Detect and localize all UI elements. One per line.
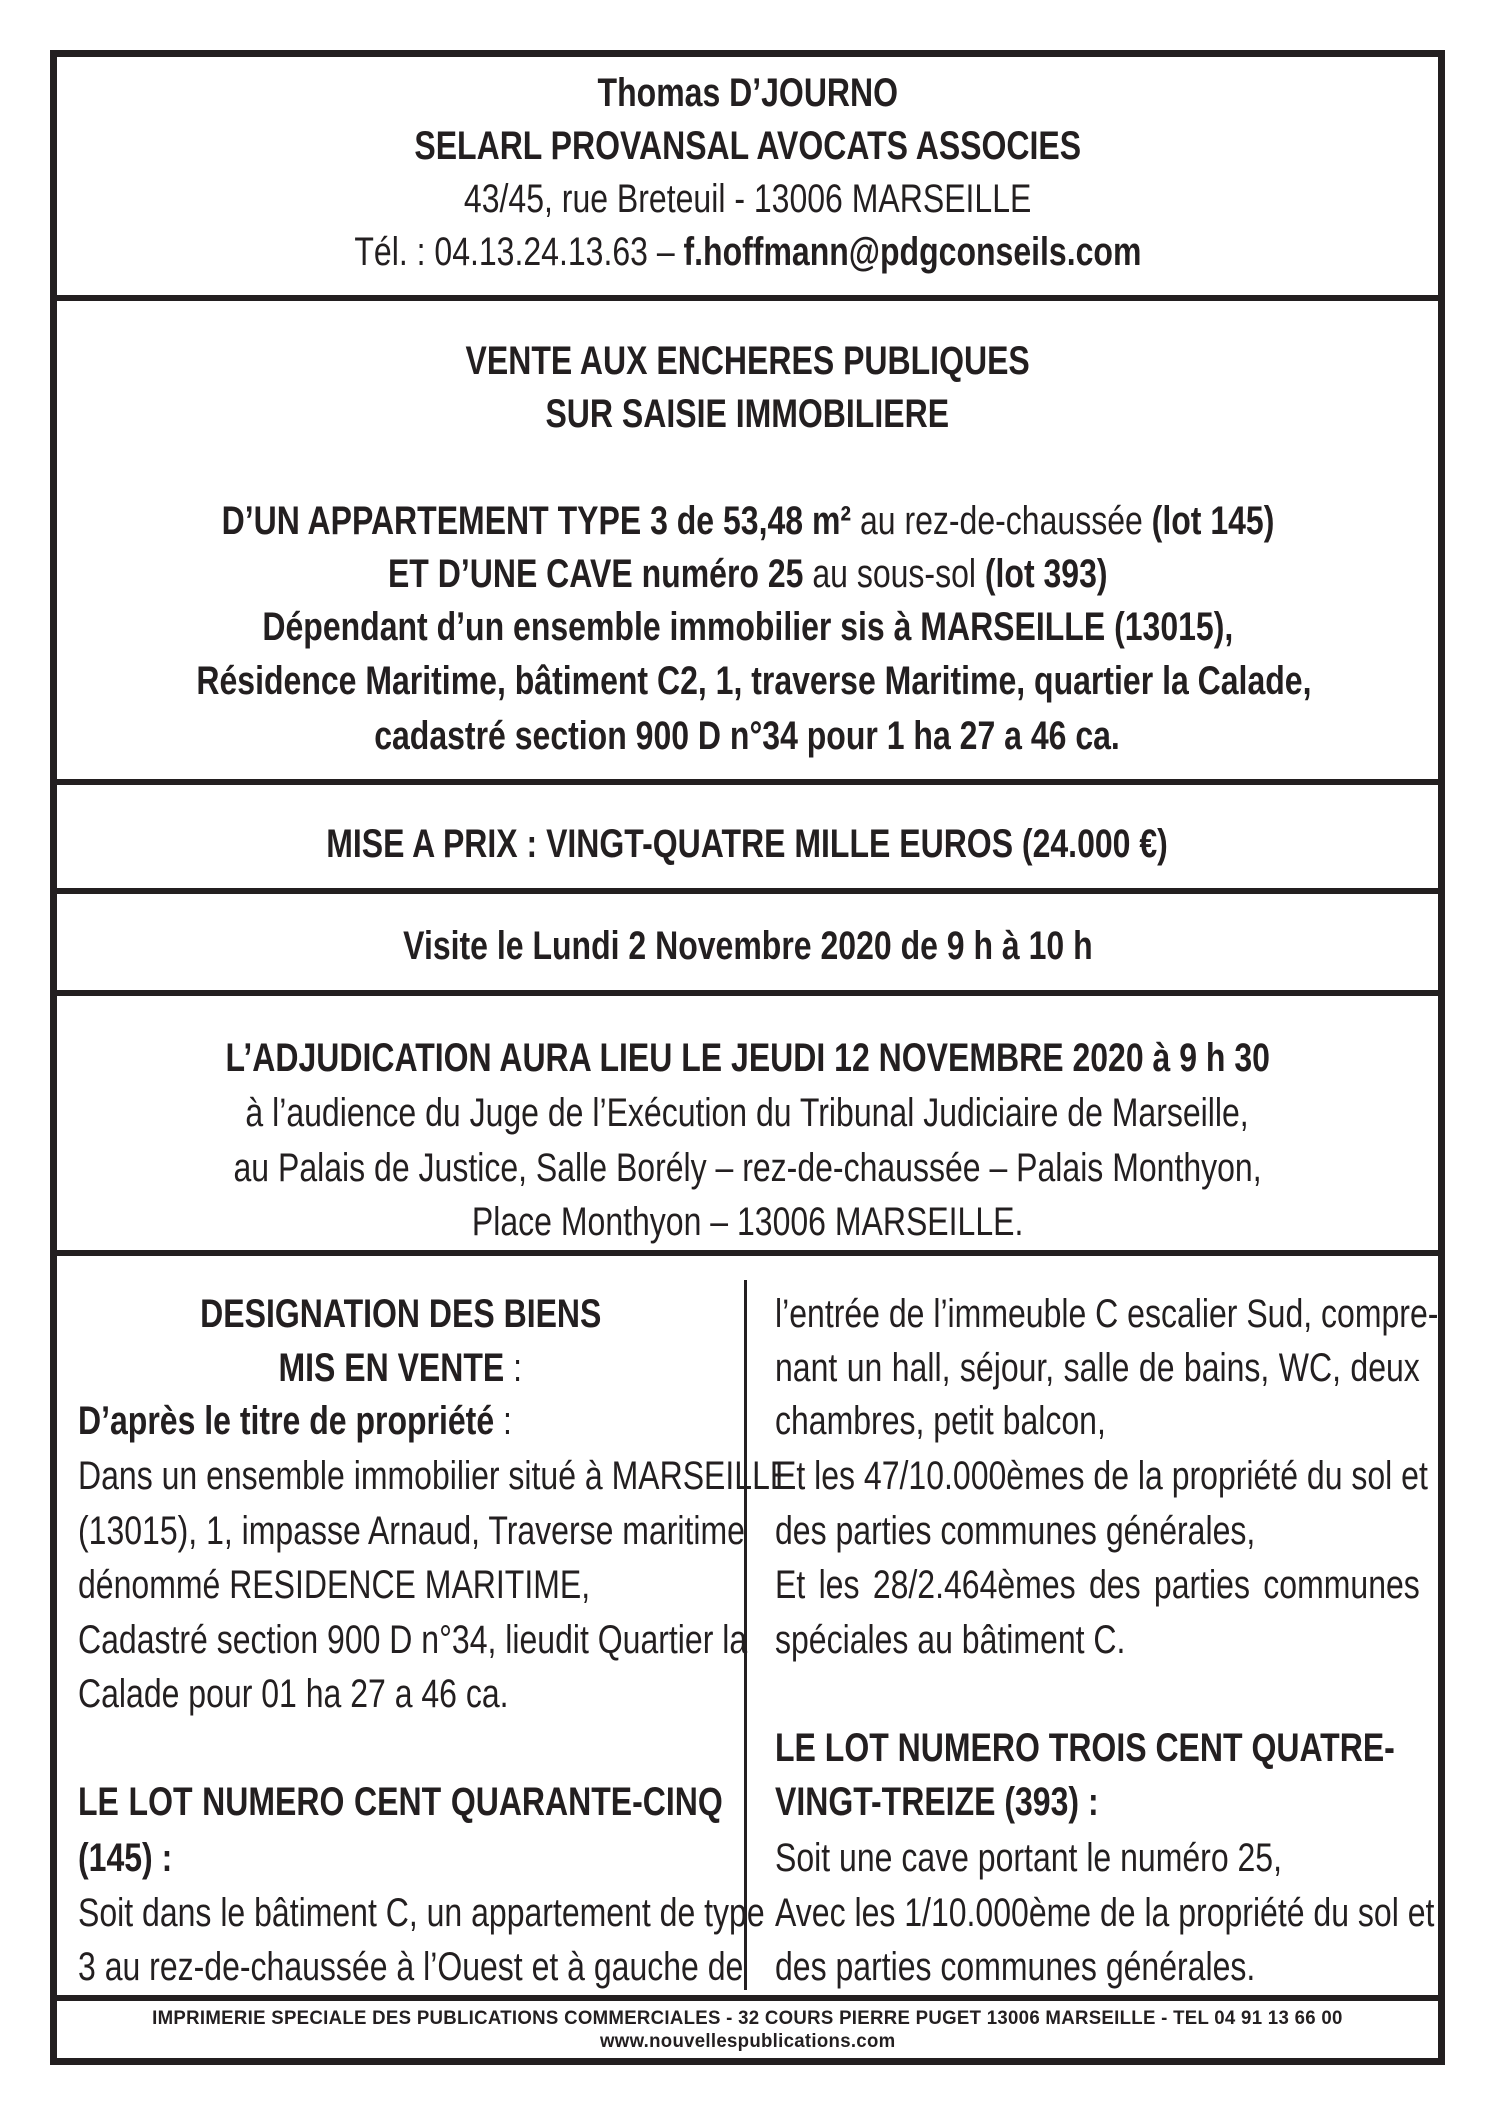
property-line-apartment: D’UN APPARTEMENT TYPE 3 de 53,48 m² au rez-de-chaussée (lot 145) (221, 499, 1274, 543)
body-line: Dans un ensemble immobilier situé à MARSEILLE (78, 1454, 792, 1498)
adjudication-title: L’ADJUDICATION AURA LIEU LE JEUDI 12 NOVEMBRE 2020 à 9 h 30 (225, 1036, 1270, 1080)
body-line: 3 au rez-de-chaussée à l’Ouest et à gauche de (78, 1945, 744, 1989)
body-line: spéciales au bâtiment C. (775, 1618, 1126, 1662)
adjudication-line: au Palais de Justice, Salle Borély – rez-de-chaussée – Palais Monthyon, (233, 1146, 1262, 1190)
starting-price: MISE A PRIX : VINGT-QUATRE MILLE EUROS (24.000 €) (326, 822, 1169, 866)
property-line-location: Dépendant d’un ensemble immobilier sis à MARSEILLE (13015), (262, 605, 1233, 649)
body-line: l’entrée de l’immeuble C escalier Sud, compre- (775, 1292, 1439, 1336)
designation-heading: MIS EN VENTE : (278, 1346, 523, 1390)
title-deed-heading: D’après le titre de propriété : (78, 1399, 512, 1443)
body-line: des parties communes générales, (775, 1509, 1256, 1553)
body-line: Et les 47/10.000èmes de la propriété du sol et (775, 1454, 1428, 1498)
body-line: Soit une cave portant le numéro 25, (775, 1836, 1282, 1880)
body-line: Calade pour 01 ha 27 a 46 ca. (78, 1672, 509, 1716)
lot-145-heading: (145) : (78, 1836, 173, 1880)
body-line: (13015), 1, impasse Arnaud, Traverse maritime (78, 1509, 745, 1553)
printer-website[interactable]: www.nouvellespublications.com (599, 2031, 896, 2052)
divider (50, 888, 1445, 894)
email-link[interactable]: f.hoffmann@pdgconseils.com (683, 230, 1142, 274)
visit-date: Visite le Lundi 2 Novembre 2020 de 9 h à 10 h (402, 924, 1093, 968)
divider (50, 1995, 1445, 2001)
body-line: des parties communes générales. (775, 1945, 1256, 1989)
body-line: dénommé RESIDENCE MARITIME, (78, 1563, 591, 1607)
firm-address: 43/45, rue Breteuil - 13006 MARSEILLE (463, 177, 1032, 221)
body-line: Et les 28/2.464èmes des parties communes (775, 1563, 1420, 1607)
property-line-cadastre: cadastré section 900 D n°34 pour 1 ha 27 a 46 ca. (374, 714, 1121, 758)
divider (50, 779, 1445, 785)
adjudication-line: Place Monthyon – 13006 MARSEILLE. (471, 1200, 1024, 1244)
divider (50, 990, 1445, 996)
printer-info: IMPRIMERIE SPECIALE DES PUBLICATIONS COMMERCIALES - 32 COURS PIERRE PUGET 13006 MARSEILLE - TEL 04 91 13 66 00 (152, 2008, 1343, 2029)
lawyer-name: Thomas D’JOURNO (597, 71, 898, 115)
property-line-cellar: ET D’UNE CAVE numéro 25 au sous-sol (lot 393) (387, 552, 1108, 596)
body-line: Avec les 1/10.000ème de la propriété du sol et (775, 1891, 1435, 1935)
firm-name: SELARL PROVANSAL AVOCATS ASSOCIES (414, 124, 1081, 168)
body-line: nant un hall, séjour, salle de bains, WC, deux (775, 1346, 1420, 1390)
lot-145-heading: LE LOT NUMERO CENT QUARANTE-CINQ (78, 1780, 723, 1824)
sale-title: VENTE AUX ENCHERES PUBLIQUES (465, 339, 1030, 383)
firm-contact (57, 225, 1438, 279)
designation-heading: DESIGNATION DES BIENS (199, 1292, 602, 1336)
divider (50, 1250, 1445, 1256)
property-line-residence: Résidence Maritime, bâtiment C2, 1, traverse Maritime, quartier la Calade, (196, 659, 1312, 703)
phone: Tél. : 04.13.24.13.63 – (353, 230, 684, 274)
body-line: chambres, petit balcon, (775, 1399, 1106, 1443)
body-line: Cadastré section 900 D n°34, lieudit Quartier la (78, 1618, 748, 1662)
body-line: Soit dans le bâtiment C, un appartement de type (78, 1891, 765, 1935)
sale-subtitle: SUR SAISIE IMMOBILIERE (545, 392, 950, 436)
lot-393-heading: LE LOT NUMERO TROIS CENT QUATRE- (775, 1726, 1395, 1770)
divider (50, 295, 1445, 301)
lot-393-heading: VINGT-TREIZE (393) : (775, 1780, 1099, 1824)
adjudication-line: à l’audience du Juge de l’Exécution du Tribunal Judiciaire de Marseille, (245, 1091, 1250, 1135)
